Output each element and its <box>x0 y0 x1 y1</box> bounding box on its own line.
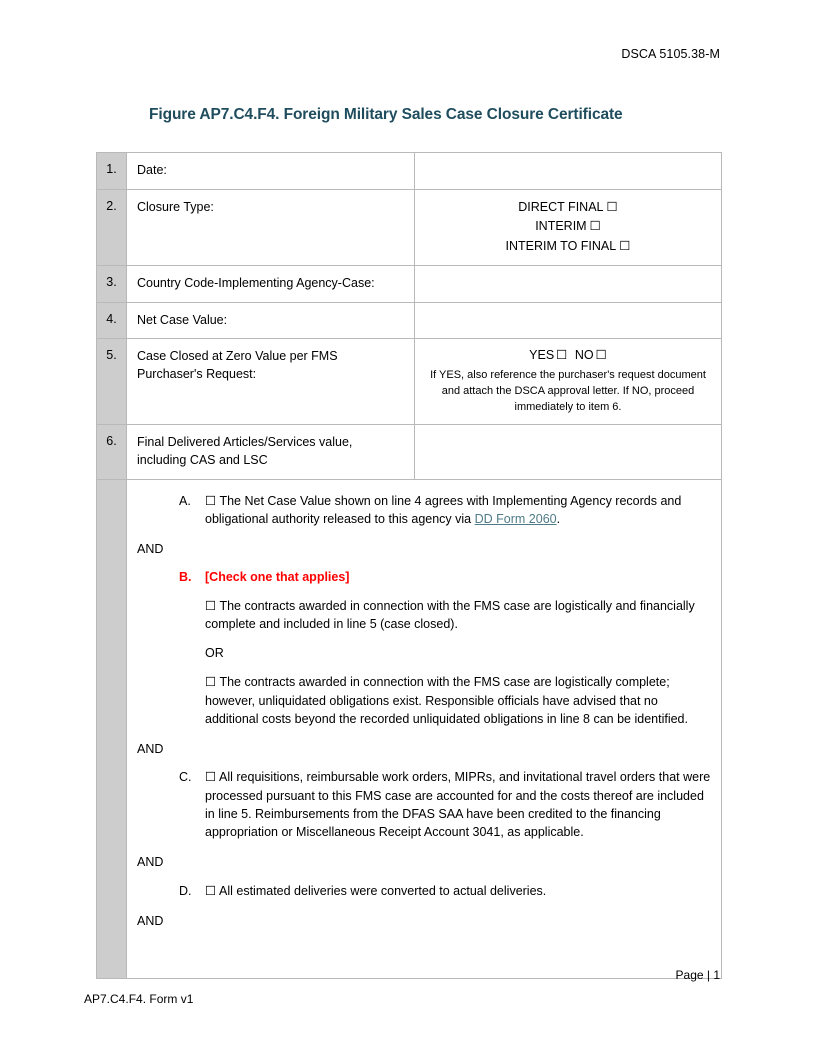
table-row-zero-value <box>97 339 722 425</box>
row-value-country-code[interactable] <box>415 265 722 302</box>
row-label-zero-value: Case Closed at Zero Value per FMS Purchaser's Request: <box>127 339 415 425</box>
row-number-4: 4. <box>97 302 127 339</box>
checklist-item-b-option-1 <box>137 597 711 634</box>
checklist-item-a-letter: A. <box>179 493 191 508</box>
checklist-item-a-body <box>205 492 711 529</box>
row-number-blank <box>97 479 127 979</box>
checklist-item-a-text: The Net Case Value shown on line 4 agrees with Implementing Agency records and obligational authority released to this agency via <box>205 493 682 526</box>
checklist-item-b-instruction: [Check one that applies] <box>205 570 350 585</box>
checklist-item-b-letter: B. <box>179 570 192 585</box>
document-number-header: DSCA 5105.38-M <box>621 47 720 61</box>
checklist-item-c-letter: C. <box>179 770 192 785</box>
checklist-item-c-text: All requisitions, reimbursable work orders, MIPRs, and invitational travel orders that were processed pursuant to this FMS case are accounted for and the costs thereof are included in line 5. Reimbursements from the DFAS SAA have been credited to the financing appropriation or Miscellaneous Receipt Account 3041, as applicable. <box>205 770 711 840</box>
row-label-net-case-value: Net Case Value: <box>127 302 415 339</box>
checklist-block <box>127 479 722 979</box>
checklist-item-c-body <box>205 768 711 841</box>
checklist-item-d-text: All estimated deliveries were converted to actual deliveries. <box>219 883 547 898</box>
conjunction-and-1: AND <box>137 542 164 557</box>
conjunction-and-4: AND <box>137 913 164 928</box>
no-label: NO <box>574 348 594 363</box>
row-number-6: 6. <box>97 425 127 480</box>
table-row-closure-type <box>97 189 722 265</box>
row-value-zero-value <box>415 339 722 425</box>
conjunction-or: OR <box>205 646 224 661</box>
checkbox-item-b-option-1-icon[interactable]: ☐ <box>205 597 217 613</box>
checklist-item-c <box>137 768 711 841</box>
row-value-net-case-value[interactable] <box>415 302 722 339</box>
checklist-item-b-option-2 <box>137 673 711 728</box>
checkbox-item-b-option-2-icon[interactable]: ☐ <box>205 674 217 690</box>
table-row-checklist <box>97 479 722 979</box>
checklist-item-a <box>137 492 711 529</box>
table-row-country-code <box>97 265 722 302</box>
checkbox-direct-final-icon[interactable]: ☐ <box>606 198 618 214</box>
row-number-1: 1. <box>97 153 127 190</box>
zero-value-note: If YES, also reference the purchaser's request document and attach the DSCA approval letter. If NO, proceed immediately to item 6. <box>430 369 706 413</box>
checklist-item-b-option-2-text: The contracts awarded in connection with the FMS case are logistically complete; however, unliquidated obligations exist. Responsible officials have advised that no additional costs beyond the recorded unliquidated obligations in line 8 can be identified. <box>205 675 688 726</box>
table-row-final-delivered <box>97 425 722 480</box>
row-label-country-code: Country Code-Implementing Agency-Case: <box>127 265 415 302</box>
closure-certificate-table <box>96 152 722 979</box>
yes-no-group <box>423 347 713 368</box>
conjunction-and-3: AND <box>137 855 164 870</box>
checklist-item-b <box>137 568 711 586</box>
checkbox-yes-icon[interactable]: ☐ <box>556 347 568 363</box>
table-row-date <box>97 153 722 190</box>
footer-form-id: AP7.C4.F4. Form v1 <box>84 992 194 1006</box>
checkbox-item-c-icon[interactable]: ☐ <box>205 769 217 785</box>
row-value-closure-type <box>415 189 722 265</box>
checklist-item-b-option-1-text: The contracts awarded in connection with the FMS case are logistically and financially complete and included in line 5 (case closed). <box>205 598 695 631</box>
checklist-item-d <box>137 882 711 900</box>
checkbox-interim-to-final-icon[interactable]: ☐ <box>619 237 631 253</box>
dd-form-2060-link[interactable]: DD Form 2060 <box>474 511 557 526</box>
row-number-3: 3. <box>97 265 127 302</box>
checklist-item-d-letter: D. <box>179 883 192 898</box>
checkbox-item-d-icon[interactable]: ☐ <box>205 882 217 898</box>
page-title: Figure AP7.C4.F4. Foreign Military Sales Case Closure Certificate <box>149 106 623 123</box>
closure-option-direct-final-label: DIRECT FINAL <box>518 199 604 214</box>
checkbox-interim-icon[interactable]: ☐ <box>589 218 601 234</box>
checklist-item-a-text-end: . <box>556 511 561 526</box>
closure-option-interim-to-final[interactable] <box>423 237 713 256</box>
closure-option-direct-final[interactable] <box>423 198 713 217</box>
row-label-closure-type: Closure Type: <box>127 189 415 265</box>
checkbox-item-a-icon[interactable]: ☐ <box>205 492 217 508</box>
checkbox-no-icon[interactable]: ☐ <box>595 347 607 363</box>
row-value-final-delivered[interactable] <box>415 425 722 480</box>
checklist-tail-space <box>137 940 711 968</box>
closure-option-interim-to-final-label: INTERIM TO FINAL <box>505 238 617 253</box>
row-number-2: 2. <box>97 189 127 265</box>
row-number-5: 5. <box>97 339 127 425</box>
page-number: Page | 1 <box>675 968 720 982</box>
yes-label: YES <box>529 348 555 363</box>
table-row-net-case-value <box>97 302 722 339</box>
row-value-date[interactable] <box>415 153 722 190</box>
closure-option-interim-label: INTERIM <box>535 219 587 234</box>
checklist-item-d-body <box>205 882 711 900</box>
closure-option-interim[interactable] <box>423 217 713 236</box>
row-label-date: Date: <box>127 153 415 190</box>
row-label-final-delivered: Final Delivered Articles/Services value, including CAS and LSC <box>127 425 415 480</box>
conjunction-and-2: AND <box>137 742 164 757</box>
